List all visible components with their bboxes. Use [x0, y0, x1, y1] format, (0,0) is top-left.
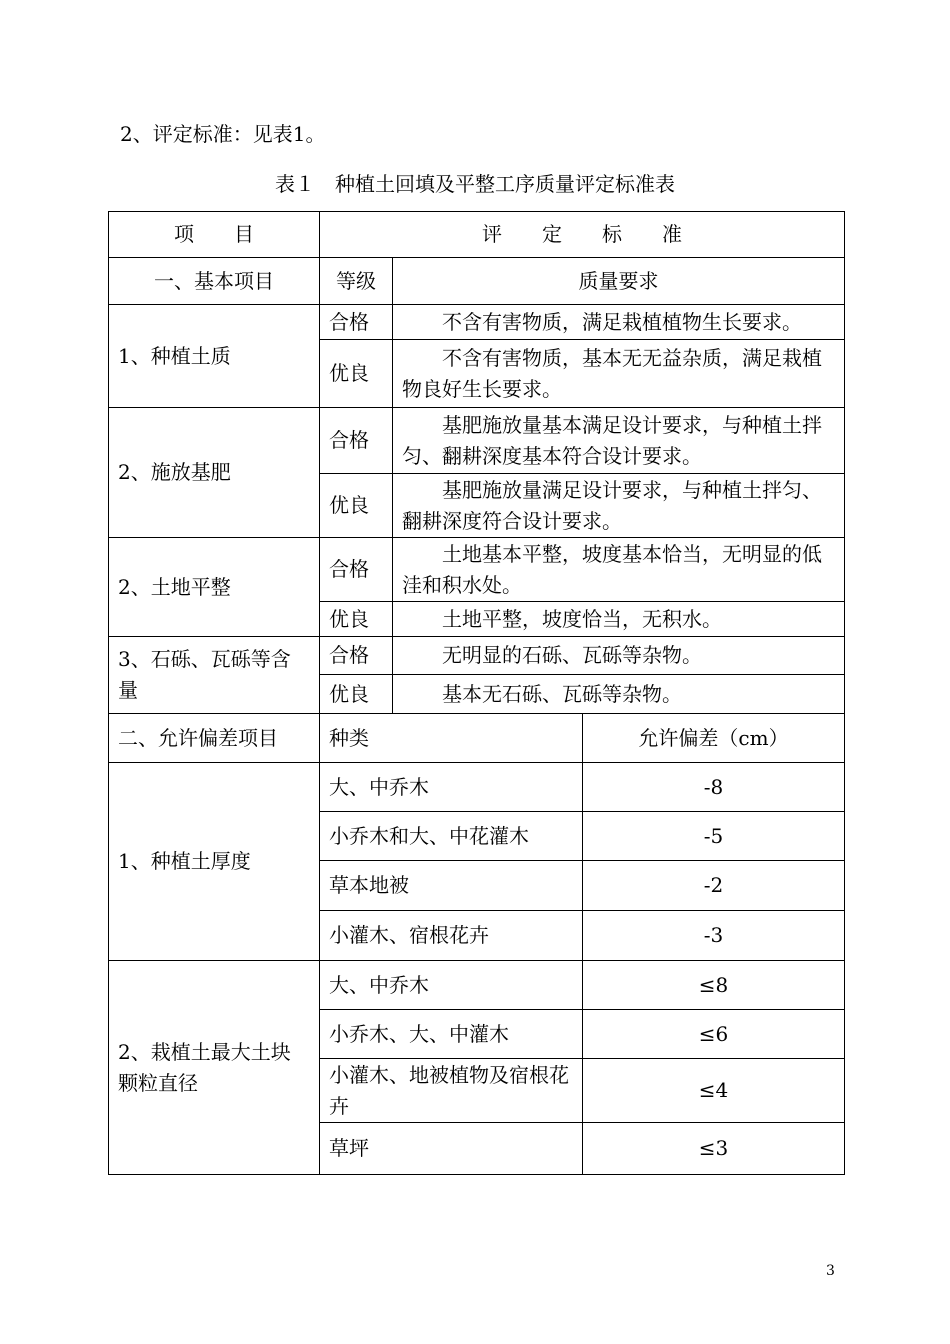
grade-cell: 优良: [320, 675, 393, 714]
deviation-cell: ≤8: [583, 961, 845, 1010]
grade-cell: 优良: [320, 340, 393, 408]
table-row: [109, 763, 845, 812]
tolerance-item-name: 2、栽植土最大土块颗粒直径: [109, 961, 320, 1175]
kind-column-header: 种类: [320, 714, 583, 763]
deviation-cell: -2: [583, 861, 845, 911]
requirement-cell: 基本无石砾、瓦砾等杂物。: [393, 675, 845, 714]
header-standard: 评 定 标 准: [320, 212, 845, 258]
grade-cell: 优良: [320, 474, 393, 538]
table-row: [109, 637, 845, 675]
kind-cell: 小乔木、大、中灌木: [320, 1010, 583, 1059]
basic-item-name: 2、施放基肥: [109, 408, 320, 538]
tolerance-item-name: 1、种植土厚度: [109, 763, 320, 961]
basic-item-name: 2、土地平整: [109, 538, 320, 637]
quality-standard-table: [108, 211, 845, 1175]
table-row: [109, 961, 845, 1010]
basic-item-name: 1、种植土质: [109, 305, 320, 408]
header-item: 项 目: [109, 212, 320, 258]
grade-cell: 合格: [320, 408, 393, 474]
basic-section-label: 一、基本项目: [109, 258, 320, 305]
basic-item-name: 3、石砾、瓦砾等含量: [109, 637, 320, 714]
basic-section-row: [109, 258, 845, 305]
tolerance-section-label: 二、允许偏差项目: [109, 714, 320, 763]
grade-cell: 优良: [320, 602, 393, 637]
grade-cell: 合格: [320, 637, 393, 675]
requirement-cell: 不含有害物质，满足栽植植物生长要求。: [393, 305, 845, 340]
table-row: [109, 305, 845, 340]
kind-cell: 草本地被: [320, 861, 583, 911]
tolerance-section-row: [109, 714, 845, 763]
requirement-cell: 不含有害物质，基本无无益杂质，满足栽植物良好生长要求。: [393, 340, 845, 408]
deviation-cell: -5: [583, 812, 845, 861]
kind-cell: 大、中乔木: [320, 961, 583, 1010]
requirement-cell: 基肥施放量满足设计要求，与种植土拌匀、翻耕深度符合设计要求。: [393, 474, 845, 538]
deviation-cell: -8: [583, 763, 845, 812]
grade-cell: 合格: [320, 538, 393, 602]
grade-column-header: 等级: [320, 258, 393, 305]
requirement-cell: 土地基本平整，坡度基本恰当，无明显的低洼和积水处。: [393, 538, 845, 602]
table-caption: 表１ 种植土回填及平整工序质量评定标准表: [275, 172, 675, 196]
deviation-column-header: 允许偏差（cm）: [583, 714, 845, 763]
deviation-cell: ≤3: [583, 1123, 845, 1175]
requirement-cell: 无明显的石砾、瓦砾等杂物。: [393, 637, 845, 675]
requirement-column-header: 质量要求: [393, 258, 845, 305]
table-header-row: [109, 212, 845, 258]
table-row: [109, 538, 845, 602]
deviation-cell: ≤4: [583, 1059, 845, 1123]
grade-cell: 合格: [320, 305, 393, 340]
kind-cell: 草坪: [320, 1123, 583, 1175]
requirement-cell: 基肥施放量基本满足设计要求，与种植土拌匀、翻耕深度基本符合设计要求。: [393, 408, 845, 474]
table-row: [109, 408, 845, 474]
kind-cell: 小灌木、地被植物及宿根花卉: [320, 1059, 583, 1123]
deviation-cell: ≤6: [583, 1010, 845, 1059]
intro-text: 2、评定标准：见表1。: [120, 122, 326, 146]
requirement-cell: 土地平整，坡度恰当，无积水。: [393, 602, 845, 637]
deviation-cell: -3: [583, 911, 845, 961]
kind-cell: 大、中乔木: [320, 763, 583, 812]
kind-cell: 小灌木、宿根花卉: [320, 911, 583, 961]
kind-cell: 小乔木和大、中花灌木: [320, 812, 583, 861]
page-number: 3: [826, 1263, 835, 1279]
